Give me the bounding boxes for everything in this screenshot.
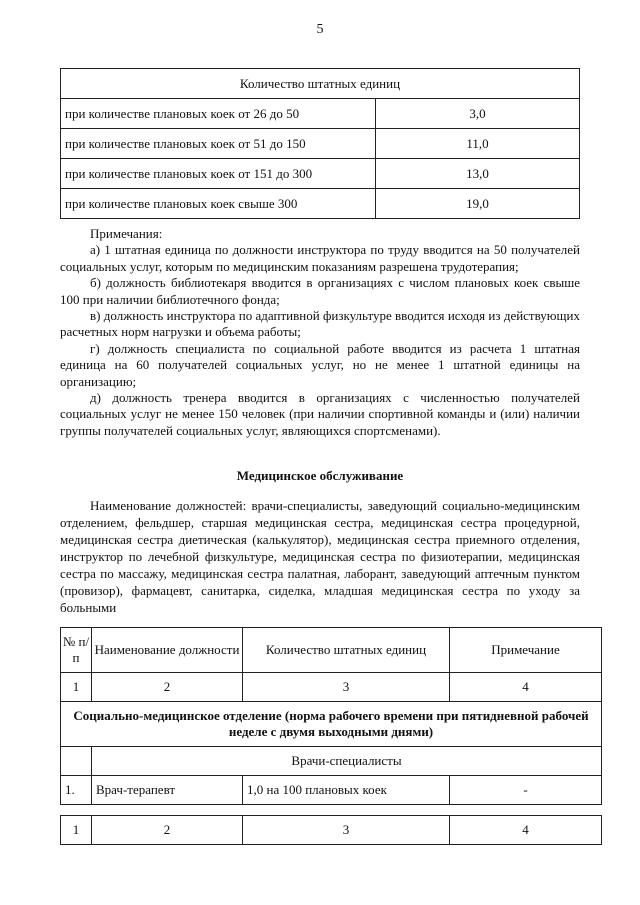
note-item: б) должность библиотекаря вводится в организациях с числом плановых коек свыше 100 при наличии библиотечного фонда; (60, 275, 580, 307)
group-row (61, 747, 602, 776)
row-label: при количестве плановых коек от 151 до 300 (61, 159, 376, 189)
col-number: 2 (92, 673, 243, 702)
row-count: 1,0 на 100 плановых коек (243, 776, 450, 805)
row-value: 19,0 (376, 189, 580, 219)
positions-paragraph: Наименование должностей: врачи-специалисты, заведующий социально-медицинским отделением, фельдшер, старшая медицинская сестра, медицинская сестра процедурной, медицинская сестра диетическая (калькулятор), медицинская сестра приемного отделения, инструктор по лечебной физкультуре, медицинская сестра по физиотерапии, медицинская сестра по массажу, медицинская сестра палатная, лаборант, заведующий аптечным пунктом (провизор), фармацевт, санитарка, сиделка, младшая медицинская сестра по уходу за больными (60, 498, 580, 615)
col-header-position: Наименование должности (92, 628, 243, 673)
row-label: при количестве плановых коек от 51 до 150 (61, 129, 376, 159)
row-label: при количестве плановых коек от 26 до 50 (61, 99, 376, 129)
note-item: д) должность тренера вводится в организациях с численностью получателей социальных услуг не менее 150 человек (при наличии спортивной команды и (или) наличии группы получателей социальных услуг, являющихся спортсменами). (60, 390, 580, 438)
note-item: в) должность инструктора по адаптивной физкультуре вводится исходя из действующих расчетных норм нагрузки и объема работы; (60, 308, 580, 340)
section-title: Медицинское обслуживание (236, 468, 404, 483)
col-header-count: Количество штатных единиц (243, 628, 450, 673)
col-header-note: Примечание (450, 628, 602, 673)
table-header-row (61, 628, 602, 673)
group-title: Врачи-специалисты (92, 747, 602, 776)
row-value: 3,0 (376, 99, 580, 129)
col-number: 4 (450, 673, 602, 702)
staff-table-header: Количество штатных единиц (61, 69, 580, 99)
staff-count-table (60, 68, 580, 219)
row-position: Врач-терапевт (92, 776, 243, 805)
col-number: 4 (450, 816, 602, 845)
table-row (61, 189, 580, 219)
table-row (61, 776, 602, 805)
row-value: 11,0 (376, 129, 580, 159)
col-header-number: № п/п (61, 628, 92, 673)
col-number: 1 (61, 816, 92, 845)
note-item: г) должность специалиста по социальной работе вводится из расчета 1 штатная единица на 60 получателей социальных услуг, но не менее 1 штатной единицы на организацию; (60, 340, 580, 389)
column-numbers-row (61, 673, 602, 702)
continuation-table (60, 815, 602, 845)
note-item: а) 1 штатная единица по должности инструктора по труду вводится на 50 получателей социальных услуг, которым по медицинским показаниям разрешена трудотерапия; (60, 242, 580, 274)
row-value: 13,0 (376, 159, 580, 189)
medical-staff-table (60, 627, 602, 805)
department-title: Социально-медицинское отделение (норма рабочего времени при пятидневной рабочей неделе с двумя выходными днями) (61, 702, 602, 747)
table-row (61, 129, 580, 159)
department-row (61, 702, 602, 747)
notes-block (60, 226, 580, 439)
row-number: 1. (61, 776, 92, 805)
notes-title: Примечания: (90, 226, 163, 241)
empty-cell (61, 747, 92, 776)
col-number: 3 (243, 816, 450, 845)
table-row (61, 159, 580, 189)
table-row (61, 99, 580, 129)
page-number: 5 (316, 22, 324, 37)
col-number: 2 (92, 816, 243, 845)
row-note: - (450, 776, 602, 805)
col-number: 1 (61, 673, 92, 702)
row-label: при количестве плановых коек свыше 300 (61, 189, 376, 219)
column-numbers-row (61, 816, 602, 845)
col-number: 3 (243, 673, 450, 702)
